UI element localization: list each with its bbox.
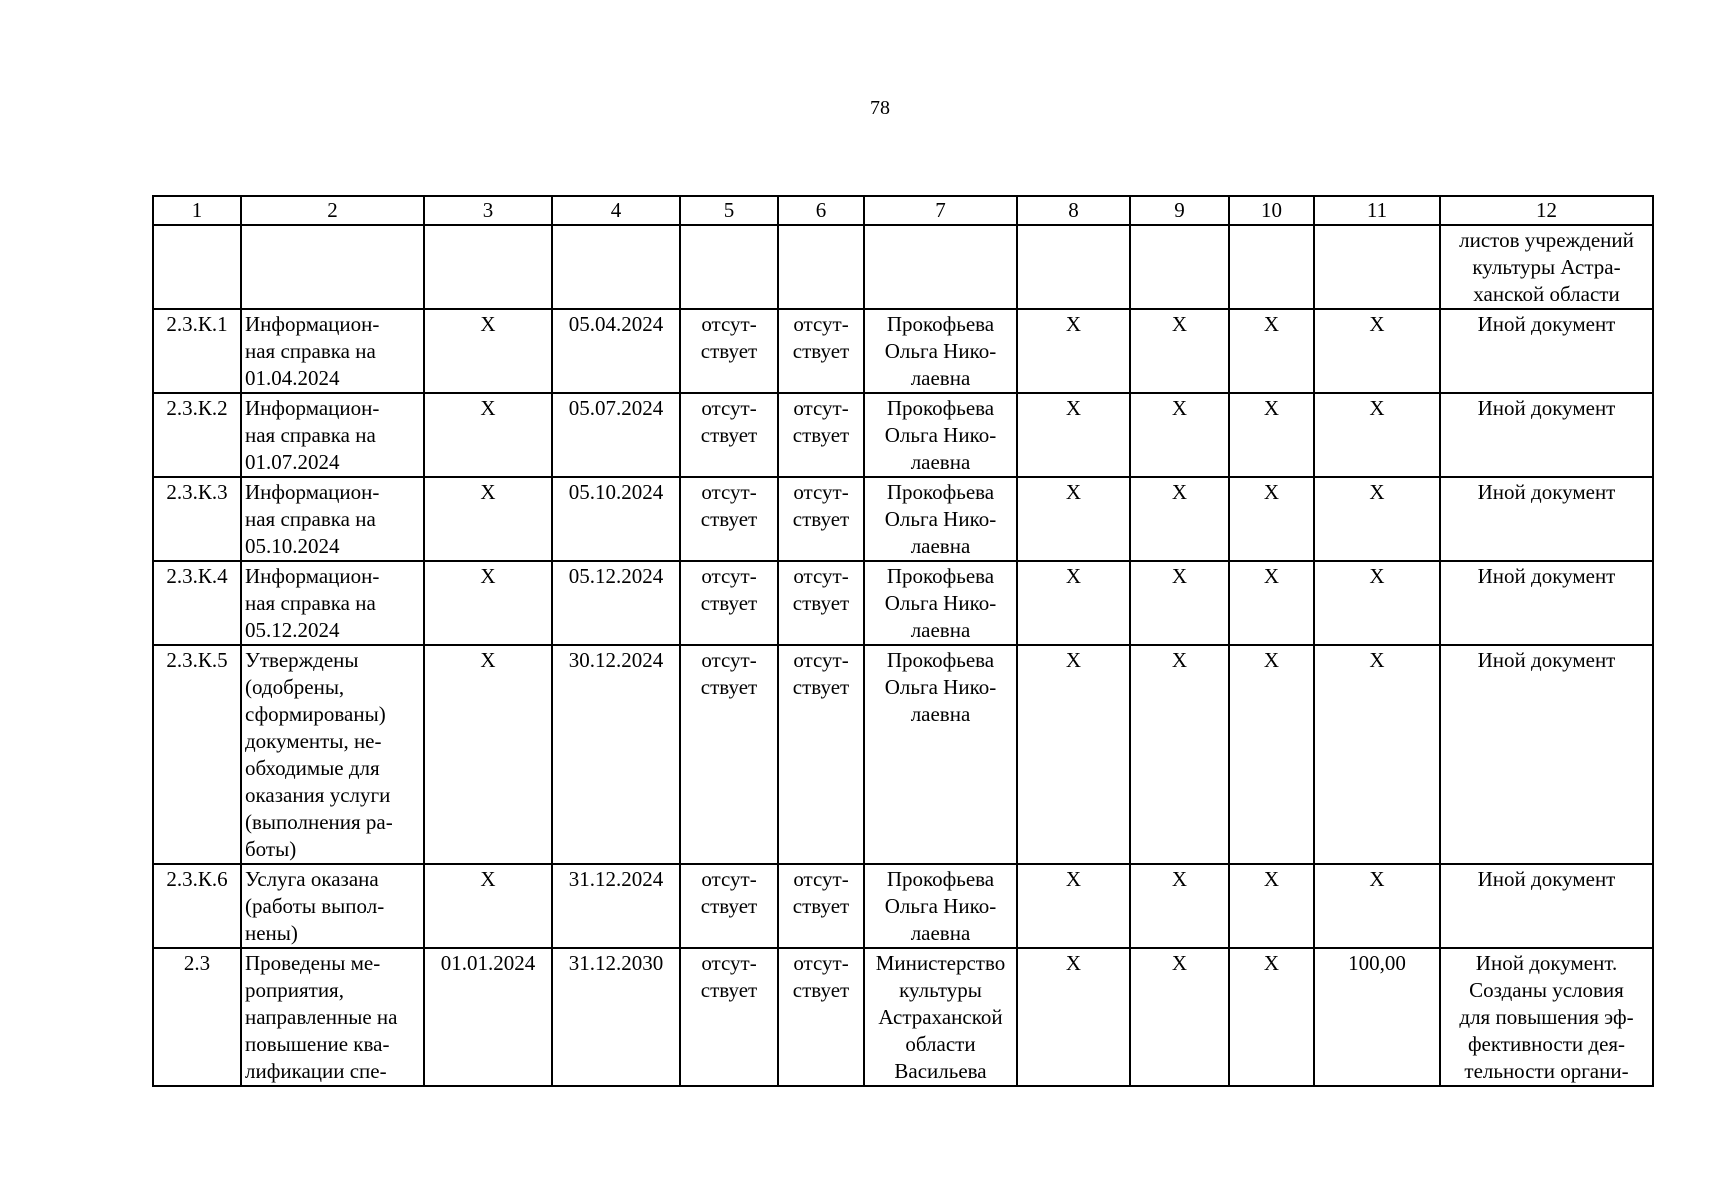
column-header-9: 9 [1130,196,1229,225]
cell-col9: X [1130,645,1229,864]
cell-col10 [1229,225,1314,309]
table-body [153,196,1653,1086]
cell-start [424,225,552,309]
cell-col10: X [1229,561,1314,645]
cell-name: Проведены ме- роприятия, направленные на повышение ква- лификации спе- [241,948,424,1086]
cell-col11 [1314,225,1440,309]
cell-col10: X [1229,309,1314,393]
table-row [153,645,1653,864]
cell-col9: X [1130,561,1229,645]
cell-responsible: Прокофьева Ольга Нико- лаевна [864,393,1017,477]
table-header-row [153,196,1653,225]
cell-col9: X [1130,393,1229,477]
cell-col5: отсут- ствует [680,309,778,393]
cell-name: Информацион- ная справка на 05.12.2024 [241,561,424,645]
cell-id: 2.3.К.3 [153,477,241,561]
cell-col10: X [1229,393,1314,477]
cell-col11: X [1314,864,1440,948]
cell-col10: X [1229,477,1314,561]
cell-document: Иной документ [1440,864,1653,948]
cell-id: 2.3 [153,948,241,1086]
cell-name: Услуга оказана (работы выпол- нены) [241,864,424,948]
table-row [153,561,1653,645]
cell-start: 01.01.2024 [424,948,552,1086]
cell-col8: X [1017,393,1130,477]
cell-name: Информацион- ная справка на 05.10.2024 [241,477,424,561]
column-header-4: 4 [552,196,680,225]
cell-col11: X [1314,309,1440,393]
cell-col6: отсут- ствует [778,864,864,948]
column-header-12: 12 [1440,196,1653,225]
cell-start: X [424,393,552,477]
cell-document: Иной документ [1440,477,1653,561]
cell-col8: X [1017,477,1130,561]
cell-name [241,225,424,309]
cell-responsible: Прокофьева Ольга Нико- лаевна [864,645,1017,864]
column-header-2: 2 [241,196,424,225]
cell-responsible: Прокофьева Ольга Нико- лаевна [864,864,1017,948]
cell-document: Иной документ [1440,561,1653,645]
cell-name: Утверждены (одобрены, сформированы) документы, не- обходимые для оказания услуги (выполнения ра- боты) [241,645,424,864]
column-header-3: 3 [424,196,552,225]
cell-responsible: Прокофьева Ольга Нико- лаевна [864,309,1017,393]
cell-document: Иной документ [1440,309,1653,393]
cell-end: 05.07.2024 [552,393,680,477]
cell-col5: отсут- ствует [680,948,778,1086]
cell-responsible: Прокофьева Ольга Нико- лаевна [864,561,1017,645]
cell-start: X [424,645,552,864]
cell-start: X [424,864,552,948]
column-header-5: 5 [680,196,778,225]
cell-end [552,225,680,309]
cell-end: 05.04.2024 [552,309,680,393]
cell-start: X [424,309,552,393]
cell-end: 05.12.2024 [552,561,680,645]
table-row [153,393,1653,477]
cell-col6: отсут- ствует [778,309,864,393]
cell-id: 2.3.К.1 [153,309,241,393]
column-header-10: 10 [1229,196,1314,225]
cell-col10: X [1229,864,1314,948]
cell-document: Иной документ [1440,393,1653,477]
cell-col10: X [1229,645,1314,864]
cell-end: 31.12.2030 [552,948,680,1086]
column-header-8: 8 [1017,196,1130,225]
table-row [153,948,1653,1086]
cell-col6: отсут- ствует [778,393,864,477]
cell-col5: отсут- ствует [680,645,778,864]
cell-col11: X [1314,477,1440,561]
cell-col6: отсут- ствует [778,561,864,645]
cell-responsible: Министерство культуры Астраханской области Васильева [864,948,1017,1086]
cell-col8: X [1017,561,1130,645]
cell-end: 31.12.2024 [552,864,680,948]
column-header-1: 1 [153,196,241,225]
cell-id [153,225,241,309]
cell-col10: X [1229,948,1314,1086]
cell-col11: X [1314,561,1440,645]
cell-name: Информацион- ная справка на 01.07.2024 [241,393,424,477]
cell-end: 30.12.2024 [552,645,680,864]
cell-col8: X [1017,948,1130,1086]
table-row [153,309,1653,393]
column-header-6: 6 [778,196,864,225]
cell-col9 [1130,225,1229,309]
table-row [153,477,1653,561]
cell-start: X [424,561,552,645]
cell-col5: отсут- ствует [680,477,778,561]
cell-col9: X [1130,948,1229,1086]
cell-document: листов учреждений культуры Астра- ханской области [1440,225,1653,309]
cell-col9: X [1130,477,1229,561]
cell-col5: отсут- ствует [680,561,778,645]
cell-col5 [680,225,778,309]
cell-document: Иной документ. Созданы условия для повышения эф- фективности дея- тельности органи- [1440,948,1653,1086]
cell-col11: X [1314,393,1440,477]
cell-id: 2.3.К.6 [153,864,241,948]
cell-col6: отсут- ствует [778,948,864,1086]
cell-responsible: Прокофьева Ольга Нико- лаевна [864,477,1017,561]
cell-id: 2.3.К.2 [153,393,241,477]
column-header-11: 11 [1314,196,1440,225]
table-row [153,864,1653,948]
cell-document: Иной документ [1440,645,1653,864]
cell-id: 2.3.К.4 [153,561,241,645]
cell-end: 05.10.2024 [552,477,680,561]
column-header-7: 7 [864,196,1017,225]
cell-col8: X [1017,864,1130,948]
cell-col5: отсут- ствует [680,393,778,477]
cell-name: Информацион- ная справка на 01.04.2024 [241,309,424,393]
cell-col8 [1017,225,1130,309]
cell-col11: X [1314,645,1440,864]
cell-col5: отсут- ствует [680,864,778,948]
cell-col8: X [1017,645,1130,864]
page-number: 78 [870,97,890,119]
cell-col9: X [1130,864,1229,948]
cell-id: 2.3.К.5 [153,645,241,864]
table-row [153,225,1653,309]
cell-col6: отсут- ствует [778,477,864,561]
cell-col8: X [1017,309,1130,393]
cell-col6 [778,225,864,309]
cell-responsible [864,225,1017,309]
cell-col9: X [1130,309,1229,393]
plan-table [152,195,1654,1087]
cell-col11: 100,00 [1314,948,1440,1086]
cell-col6: отсут- ствует [778,645,864,864]
cell-start: X [424,477,552,561]
